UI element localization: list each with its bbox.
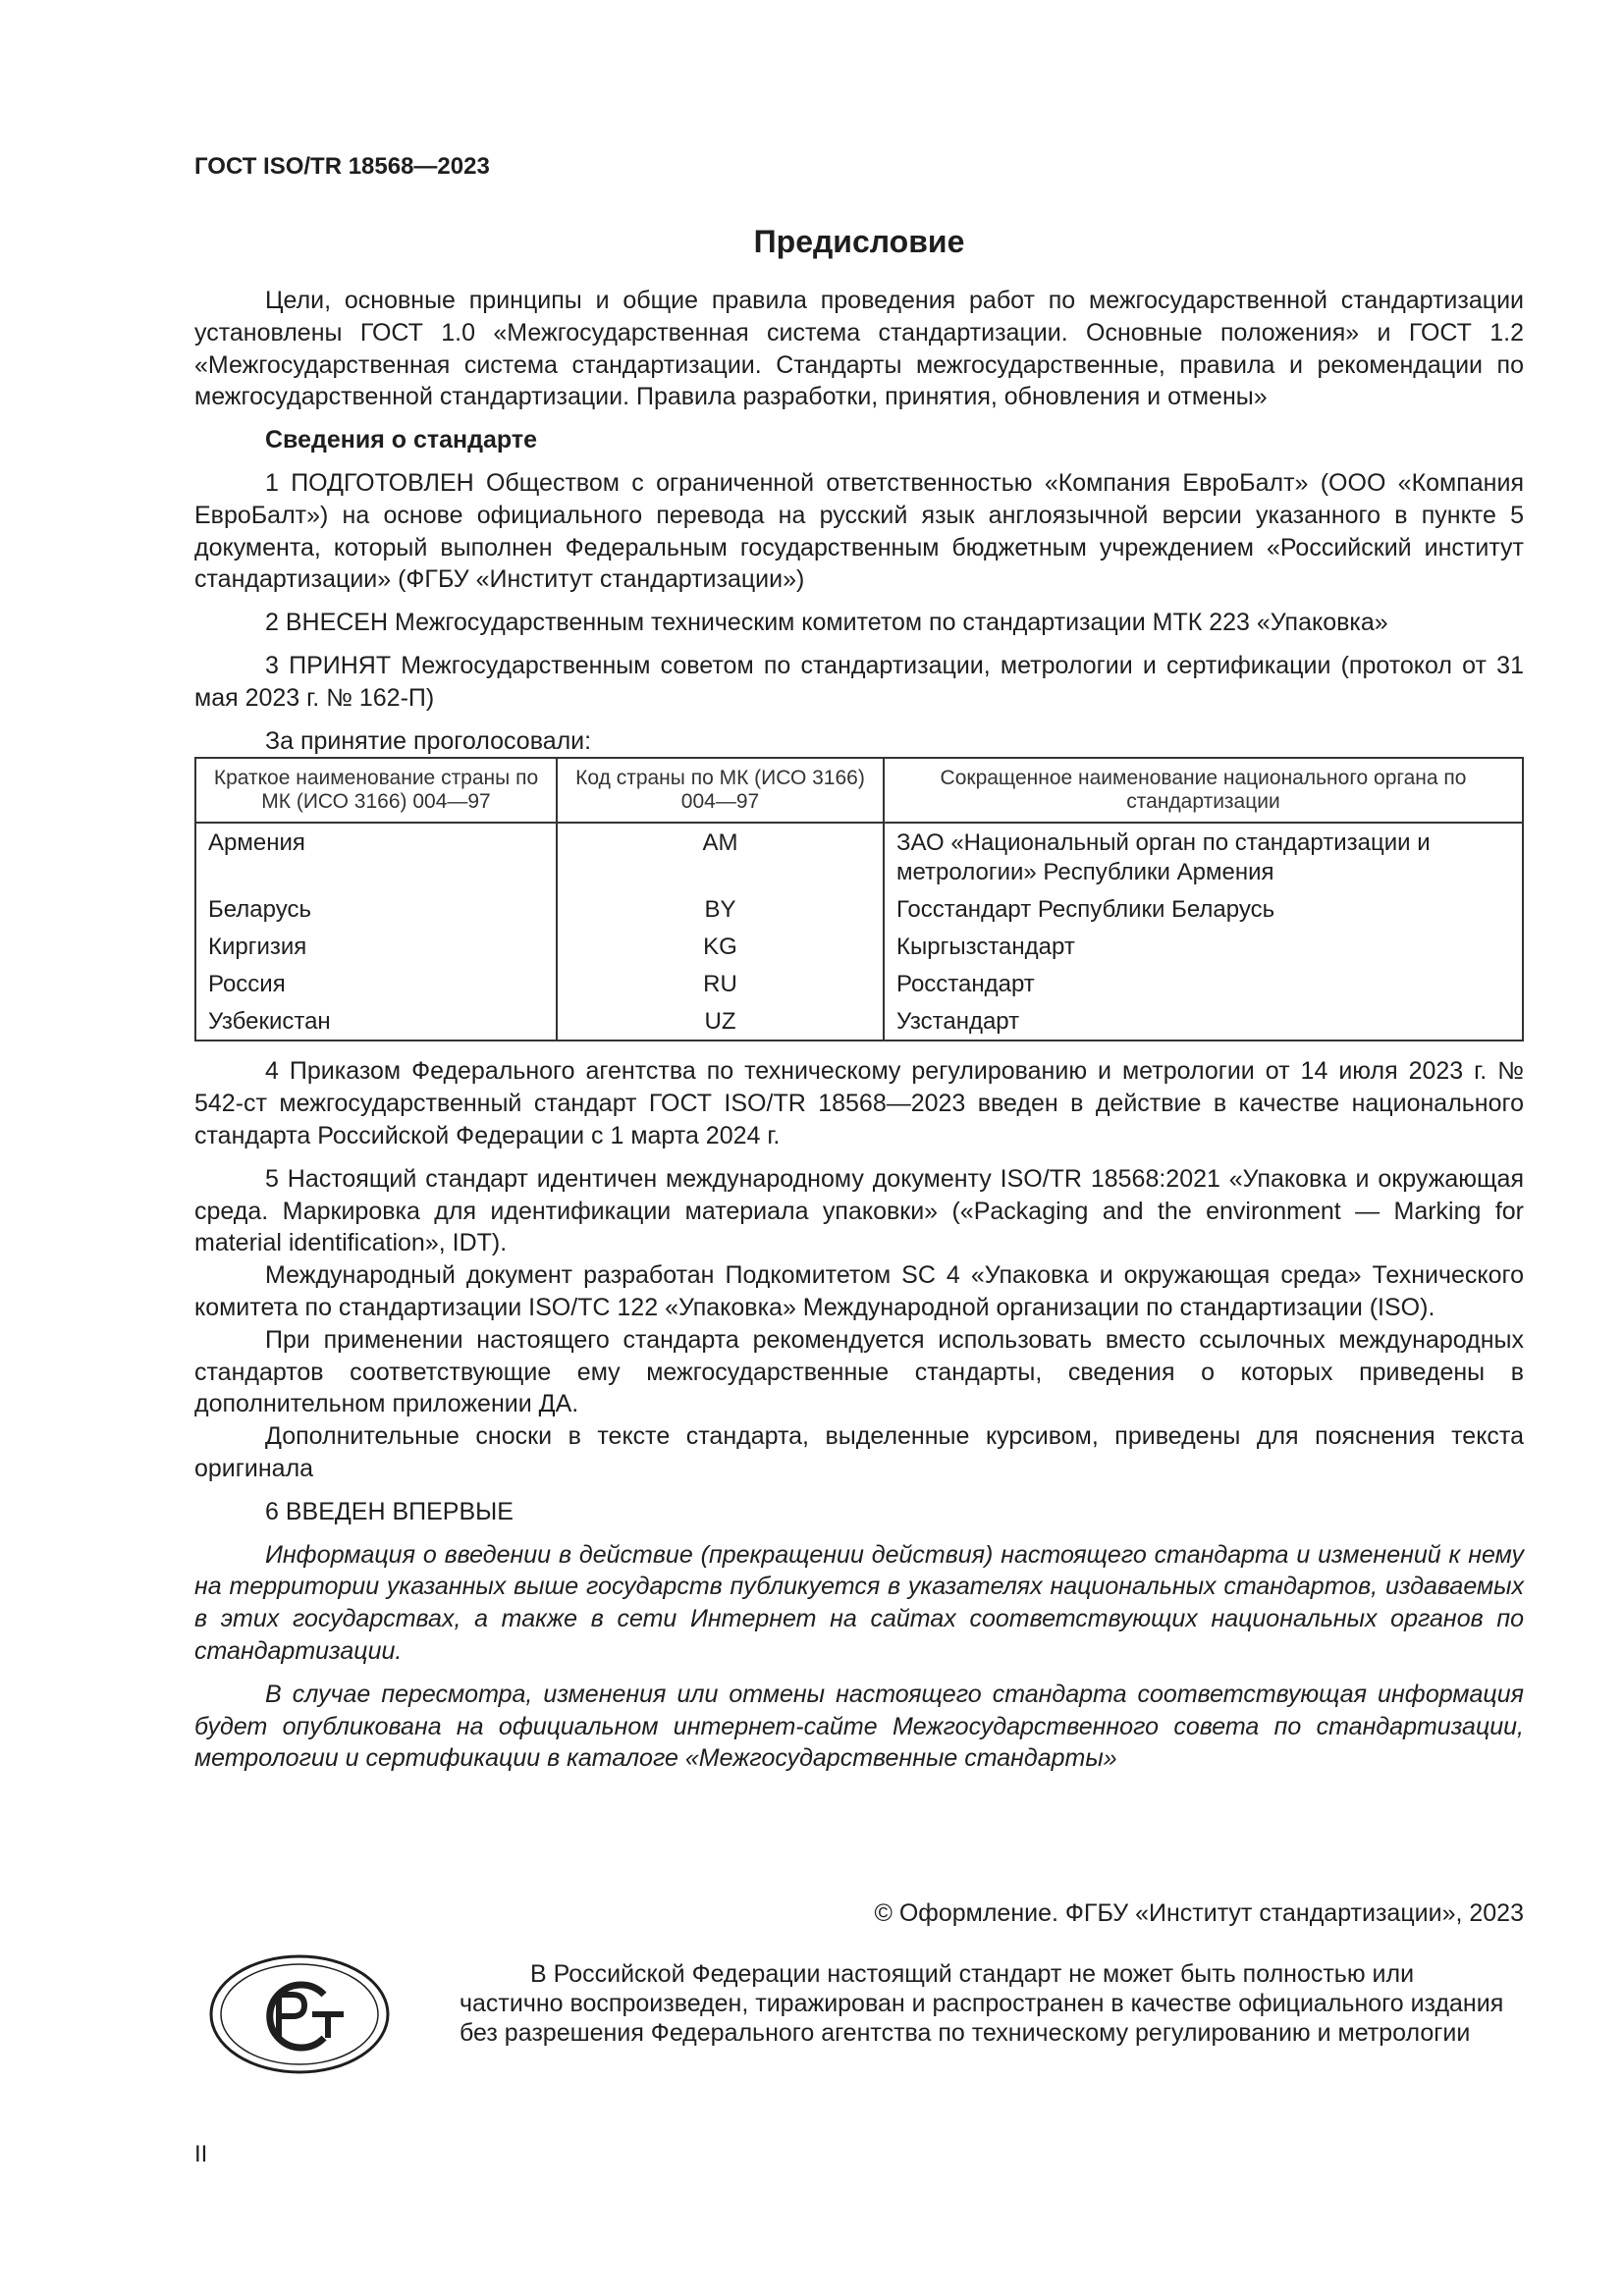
vote-intro: За принятие проголосовали: [265, 726, 592, 755]
item-5-paragraph: 5 Настоящий стандарт идентичен международному документу ISO/TR 18568:2021 «Упаковка и окружающая среда. Маркировка для идентификации материала упаковки» («Packaging and the environment — Marking for material identification», IDT). [194, 1164, 1524, 1257]
item-5-paragraph-3: При применении настоящего стандарта рекомендуется использовать вместо ссылочных международных стандартов соответствующие ему межгосударственные стандарты, сведения о которых приведены в дополнительном приложении ДА. [194, 1325, 1524, 1418]
header-national-body: Сокращенное наименование национального органа по стандартизации [884, 758, 1523, 823]
code-cell: RU [557, 965, 884, 1002]
country-cell: Армения [195, 823, 557, 890]
country-cell: Киргизия [195, 928, 557, 965]
item-3-paragraph: 3 ПРИНЯТ Межгосударственным советом по стандартизации, метрологии и сертификации (протокол от 31 мая 2023 г. № 162-П) [194, 651, 1524, 712]
code-cell: BY [557, 890, 884, 928]
table-header-row [195, 758, 1523, 823]
intro-paragraph: Цели, основные принципы и общие правила проведения работ по межгосударственной стандартизации установлены ГОСТ 1.0 «Межгосударственная система стандартизации. Основные положения» и ГОСТ 1.2 «Межгосударственная система стандартизации. Стандарты межгосударственные, правила и рекомендации по межгосударственной стандартизации. Правила разработки, принятия, обновления и отмены» [194, 287, 1524, 411]
table-row [195, 928, 1523, 965]
item-1-paragraph: 1 ПОДГОТОВЛЕН Обществом с ограниченной ответственностью «Компания ЕвроБалт» (ООО «Компания ЕвроБалт») на основе официального перевода на русский язык англоязычной версии указанного в пункте 5 документа, который выполнен Федеральным государственным бюджетным учреждением «Российский институт стандартизации» (ФГБУ «Институт стандартизации») [194, 468, 1524, 594]
voting-table [194, 757, 1524, 1041]
table-row [195, 823, 1523, 890]
body-cell: Госстандарт Республики Беларусь [884, 890, 1523, 928]
table-row [195, 890, 1523, 928]
section-subheading: Сведения о стандарте [265, 426, 538, 454]
item-5-paragraph-4: Дополнительные сноски в тексте стандарта, выделенные курсивом, приведены для пояснения текста оригинала [194, 1422, 1524, 1482]
item-5-paragraph-2: Международный документ разработан Подкомитетом SC 4 «Упаковка и окружающая среда» Технического комитета по стандартизации ISO/TC 122 «Упаковка» Международной организации по стандартизации (ISO). [194, 1261, 1524, 1321]
table-row [195, 965, 1523, 1002]
info-paragraph-1: Информация о введении в действие (прекращении действия) настоящего стандарта и изменений к нему на территории указанных выше государств публикуется в указателях национальных стандартов, издаваемых в этих государствах, а также в сети Интернет на сайтах соответствующих национальных органов по стандартизации. [194, 1540, 1524, 1665]
body-cell: Росстандарт [884, 965, 1523, 1002]
document-body [194, 285, 1524, 1775]
country-cell: Узбекистан [195, 1002, 557, 1041]
info-paragraph-2: В случае пересмотра, изменения или отмены настоящего стандарта соответствующая информация будет опубликована на официальном интернет-сайте Межгосударственного совета по стандартизации, метрологии и сертификации в каталоге «Межгосударственные стандарты» [194, 1680, 1524, 1773]
body-cell: Узстандарт [884, 1002, 1523, 1041]
document-code: ГОСТ ISO/TR 18568—2023 [194, 153, 490, 180]
body-cell: Кыргызстандарт [884, 928, 1523, 965]
item-2-paragraph: 2 ВНЕСЕН Межгосударственным техническим комитетом по стандартизации МТК 223 «Упаковка» [265, 609, 1388, 637]
code-cell: KG [557, 928, 884, 965]
rights-notice [460, 1959, 1524, 2048]
copyright-notice: © Оформление. ФГБУ «Институт стандартизации», 2023 [874, 1899, 1524, 1927]
rights-paragraph: В Российской Федерации настоящий стандарт не может быть полностью или частично воспроизведен, тиражирован и распространен в качестве официального издания без разрешения Федерального агентства по техническому регулированию и метрологии [460, 1960, 1504, 2047]
code-cell: UZ [557, 1002, 884, 1041]
country-cell: Беларусь [195, 890, 557, 928]
item-6-paragraph: 6 ВВЕДЕН ВПЕРВЫЕ [265, 1497, 514, 1525]
table-row [195, 1002, 1523, 1041]
country-cell: Россия [195, 965, 557, 1002]
page-number: II [194, 2141, 208, 2167]
body-cell: ЗАО «Национальный орган по стандартизации и метрологии» Республики Армения [884, 823, 1523, 890]
code-cell: AM [557, 823, 884, 890]
rst-certification-mark-icon [208, 1953, 391, 2075]
page-title: Предисловие [753, 224, 965, 259]
header-country-name: Краткое наименование страны по МК (ИСО 3166) 004—97 [195, 758, 557, 823]
header-country-code: Код страны по МК (ИСО 3166) 004—97 [557, 758, 884, 823]
item-4-paragraph: 4 Приказом Федерального агентства по техническому регулированию и метрологии от 14 июля 2023 г. № 542-ст межгосударственный стандарт ГОСТ ISO/TR 18568—2023 введен в действие в качестве национального стандарта Российской Федерации с 1 марта 2024 г. [194, 1057, 1524, 1149]
